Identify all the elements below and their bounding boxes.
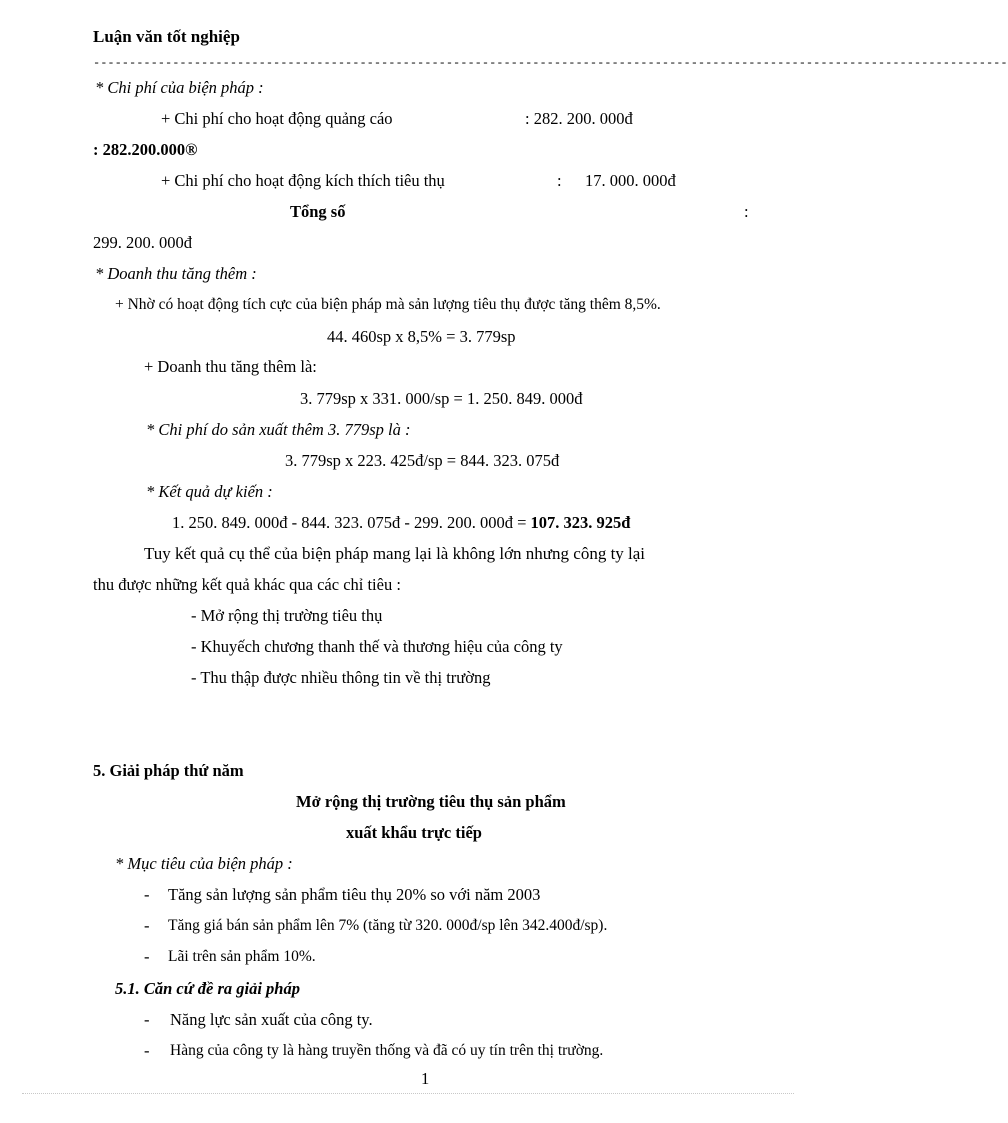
extra-cost-calc: 3. 779sp x 223. 425đ/sp = 844. 323. 075đ [285, 451, 560, 470]
revenue-heading: * Doanh thu tăng thêm : [95, 264, 257, 283]
ad-cost-label: + Chi phí cho hoạt động quảng cáo [161, 109, 393, 128]
result-heading: * Kết quả dự kiến : [146, 482, 273, 501]
revenue-line2: + Doanh thu tăng thêm là: [144, 357, 317, 376]
goal-item-2: Tăng giá bán sản phẩm lên 7% (tăng từ 320. 000đ/sp lên 342.400đ/sp). [168, 917, 608, 934]
revenue-calc2: 3. 779sp x 331. 000/sp = 1. 250. 849. 000đ [300, 389, 583, 408]
result-calc [172, 513, 630, 533]
basis-dash-2: - [144, 1041, 150, 1060]
goal-item-3: Lãi trên sản phẩm 10%. [168, 948, 316, 965]
result-bullet-2: - Khuyếch chương thanh thế và thương hiệu của công ty [191, 637, 563, 656]
page-number: 1 [421, 1069, 430, 1088]
total-colon: : [744, 202, 749, 221]
result-paragraph-line1: Tuy kết quả cụ thể của biện pháp mang lại là không lớn nhưng công ty lại [144, 544, 646, 563]
total-label: Tổng số [290, 202, 346, 221]
cost-heading: * Chi phí của biện pháp : [95, 78, 264, 97]
promo-cost-value: 17. 000. 000đ [585, 171, 676, 190]
result-paragraph-line2: thu được những kết quả khác qua các chỉ tiêu : [93, 575, 401, 594]
page-bottom-border [22, 1093, 794, 1094]
total-value: 299. 200. 000đ [93, 233, 192, 252]
result-calc-total: 107. 323. 925đ [530, 513, 631, 532]
revenue-calc1: 44. 460sp x 8,5% = 3. 779sp [327, 327, 516, 346]
goal-item-1: Tăng sản lượng sản phẩm tiêu thụ 20% so với năm 2003 [168, 885, 541, 904]
goal-heading: * Mục tiêu của biện pháp : [115, 854, 293, 873]
running-header-title: Luận văn tốt nghiệp [93, 27, 240, 46]
result-bullet-1: - Mở rộng thị trường tiêu thụ [191, 606, 383, 625]
section5-subtitle2: xuất khẩu trực tiếp [346, 823, 482, 842]
ad-cost-repeat: : 282.200.000® [93, 140, 198, 159]
goal-dash-1: - [144, 885, 150, 904]
section5-heading: 5. Giải pháp thứ năm [93, 761, 244, 780]
goal-dash-3: - [144, 947, 150, 966]
revenue-line1: + Nhờ có hoạt động tích cực của biện pháp mà sản lượng tiêu thụ được tăng thêm 8,5%. [115, 296, 661, 313]
header-rule: ------------------------------------------------------------------------------------------------------------------------------- [93, 56, 1008, 70]
basis-dash-1: - [144, 1010, 150, 1029]
promo-cost-colon: : [557, 171, 562, 190]
result-calc-text: 1. 250. 849. 000đ - 844. 323. 075đ - 299. 200. 000đ = [172, 513, 531, 532]
ad-cost-value: : 282. 200. 000đ [525, 109, 633, 128]
goal-dash-2: - [144, 916, 150, 935]
section5-1-heading: 5.1. Căn cứ đề ra giải pháp [115, 979, 300, 998]
extra-cost-heading: * Chi phí do sản xuất thêm 3. 779sp là : [146, 420, 411, 439]
result-bullet-3: - Thu thập được nhiều thông tin về thị trường [191, 668, 491, 687]
section5-subtitle1: Mở rộng thị trường tiêu thụ sản phẩm [296, 792, 566, 811]
basis-item-2: Hàng của công ty là hàng truyền thống và đã có uy tín trên thị trường. [170, 1042, 604, 1059]
basis-item-1: Năng lực sản xuất của công ty. [170, 1010, 373, 1029]
promo-cost-label: + Chi phí cho hoạt động kích thích tiêu thụ [161, 171, 445, 190]
